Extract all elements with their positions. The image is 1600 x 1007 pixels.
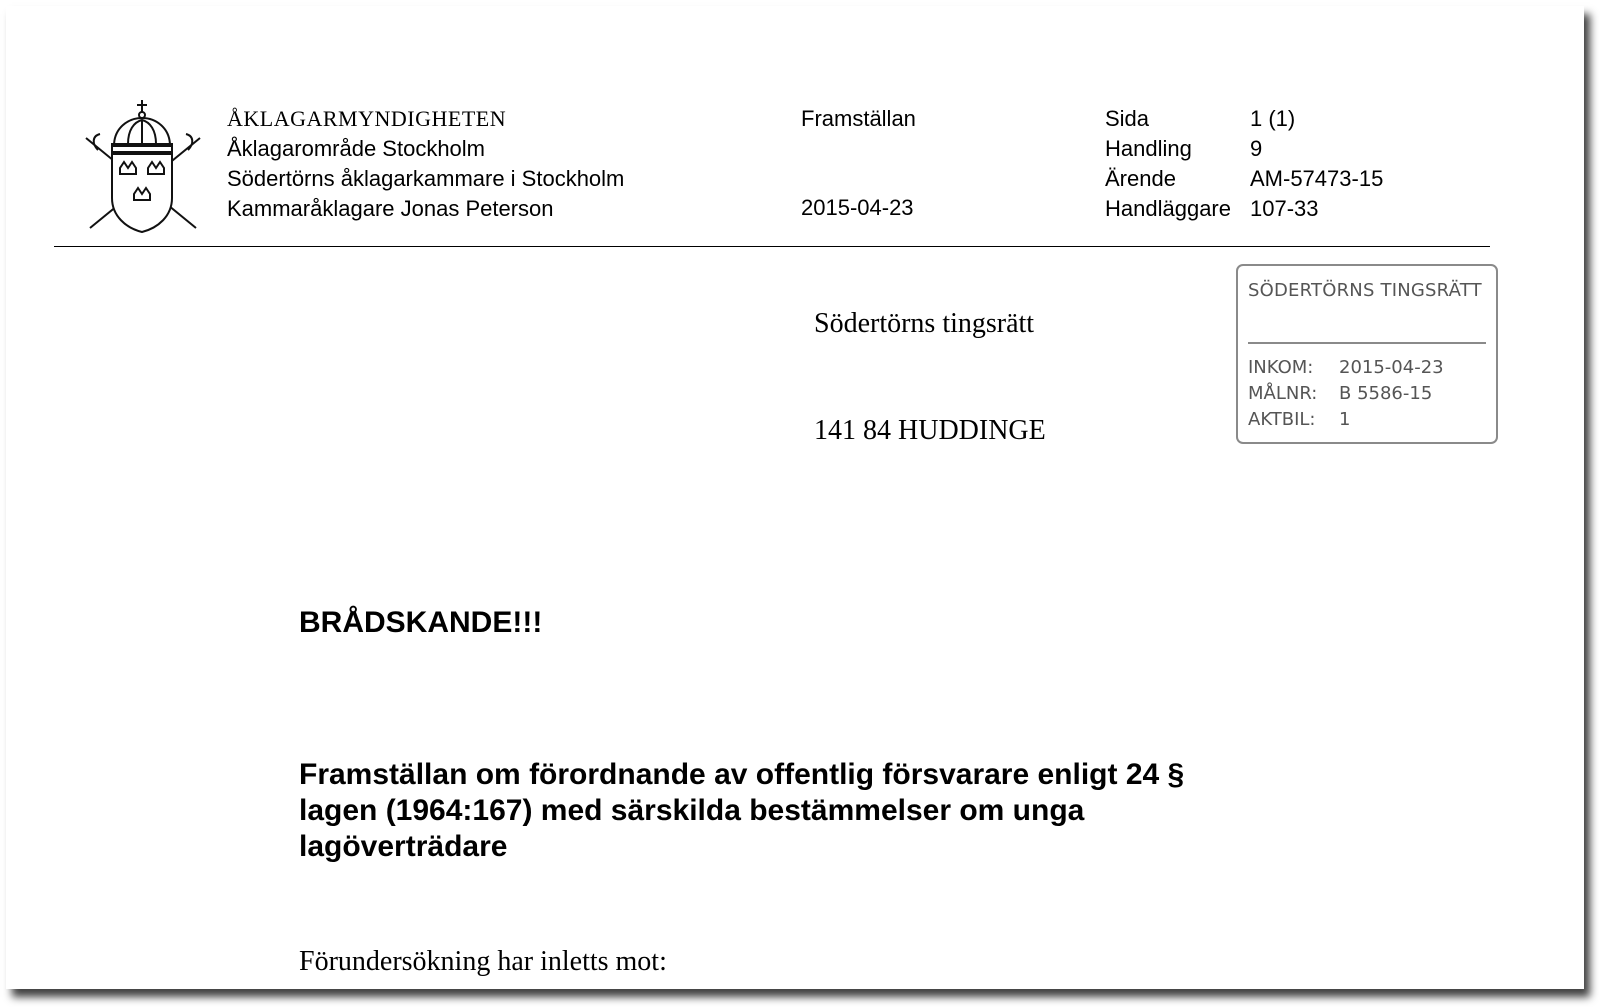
stamp-label: AKTBIL: bbox=[1248, 409, 1316, 430]
stamp-court: SÖDERTÖRNS TINGSRÄTT bbox=[1248, 280, 1482, 301]
meta-value: 1 (1) bbox=[1250, 106, 1296, 131]
meta-row bbox=[1105, 194, 1383, 224]
stamp-row bbox=[1248, 409, 1350, 430]
body-intro: Förundersökning har inletts mot: bbox=[299, 946, 667, 977]
heading-line: lagen (1964:167) med särskilda bestämmelser om unga bbox=[299, 794, 1085, 827]
coat-of-arms-icon bbox=[78, 98, 208, 238]
org-line: Kammaråklagare Jonas Peterson bbox=[227, 196, 554, 221]
stamp-row bbox=[1248, 383, 1432, 404]
agency-name: ÅKLAGARMYNDIGHETEN bbox=[227, 106, 507, 131]
org-line: Södertörns åklagarkammare i Stockholm bbox=[227, 166, 625, 191]
document-heading bbox=[299, 757, 1259, 865]
stamp-label: INKOM: bbox=[1248, 357, 1314, 378]
document-date: 2015-04-23 bbox=[801, 195, 914, 220]
heading-line: lagöverträdare bbox=[299, 830, 508, 863]
meta-row bbox=[1105, 164, 1383, 194]
stamp-value: 1 bbox=[1339, 409, 1351, 430]
document-page bbox=[6, 6, 1584, 989]
meta-value: 107-33 bbox=[1250, 196, 1319, 221]
heading-line: Framställan om förordnande av offentlig försvarare enligt 24 § bbox=[299, 758, 1185, 791]
recipient-name: Södertörns tingsrätt bbox=[814, 308, 1035, 339]
document-type: Framställan bbox=[801, 106, 916, 131]
sender-block bbox=[227, 104, 624, 224]
document-meta bbox=[1105, 104, 1383, 224]
meta-label: Ärende bbox=[1105, 166, 1176, 191]
meta-label: Handläggare bbox=[1105, 196, 1231, 221]
meta-row bbox=[1105, 104, 1383, 134]
urgent-notice: BRÅDSKANDE!!! bbox=[299, 606, 543, 639]
meta-label: Handling bbox=[1105, 136, 1192, 161]
recipient-address: 141 84 HUDDINGE bbox=[814, 415, 1046, 446]
stamp-divider bbox=[1248, 342, 1486, 344]
meta-value: 9 bbox=[1250, 136, 1263, 161]
stamp-label: MÅLNR: bbox=[1248, 383, 1318, 404]
header-divider bbox=[54, 246, 1490, 247]
meta-label: Sida bbox=[1105, 106, 1150, 131]
org-line: Åklagarområde Stockholm bbox=[227, 136, 486, 161]
received-stamp bbox=[1236, 264, 1498, 444]
stamp-row bbox=[1248, 357, 1444, 378]
stamp-value: B 5586-15 bbox=[1339, 383, 1433, 404]
meta-row bbox=[1105, 134, 1383, 164]
meta-value: AM-57473-15 bbox=[1250, 166, 1384, 191]
stamp-value: 2015-04-23 bbox=[1339, 357, 1444, 378]
